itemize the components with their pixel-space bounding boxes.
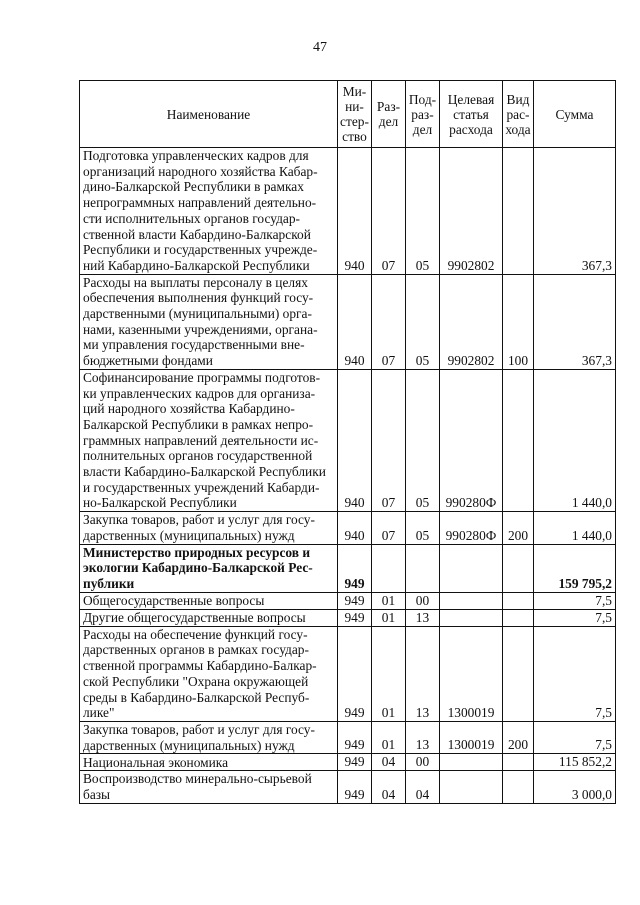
cell-type [503,626,534,721]
cell-target [440,609,503,626]
cell-type [503,592,534,609]
cell-ministry: 940 [338,369,372,511]
cell-ministry: 949 [338,626,372,721]
table-row [80,626,616,721]
cell-section: 01 [372,721,406,753]
cell-target: 9902802 [440,274,503,369]
cell-name: Воспроизводство минерально-сырьевой базы [80,771,338,803]
table-header-row [80,81,616,148]
cell-sum: 367,3 [534,148,616,275]
cell-name: Закупка товаров, работ и услуг для госу- дарственных (муниципальных) нужд [80,721,338,753]
cell-sum: 7,5 [534,721,616,753]
header-ministry: Ми- ни- стер- ство [338,81,372,148]
cell-ministry: 949 [338,592,372,609]
cell-ministry: 940 [338,274,372,369]
cell-sum: 3 000,0 [534,771,616,803]
cell-subsection: 13 [406,609,440,626]
cell-subsection: 13 [406,626,440,721]
table-row [80,609,616,626]
cell-type [503,544,534,592]
cell-sum: 159 795,2 [534,544,616,592]
cell-name: Другие общегосударственные вопросы [80,609,338,626]
header-name: Наименование [80,81,338,148]
cell-name: Национальная экономика [80,754,338,771]
cell-target [440,544,503,592]
cell-type [503,148,534,275]
cell-section: 04 [372,771,406,803]
table-body [80,148,616,804]
cell-subsection [406,544,440,592]
cell-subsection: 04 [406,771,440,803]
cell-subsection: 05 [406,512,440,544]
header-sum: Сумма [534,81,616,148]
cell-section: 01 [372,626,406,721]
cell-type: 100 [503,274,534,369]
cell-target [440,771,503,803]
cell-name: Подготовка управленческих кадров для организаций народного хозяйства Кабар- дино-Балкарской Республики в рамках непрограммных направлений деятельно- сти исполнительных органов государ- ственной власти Кабардино-Балкарской Республики и государственных учрежде- ний Кабардино-Балкарской Республики [80,148,338,275]
table-row [80,754,616,771]
cell-subsection: 00 [406,754,440,771]
table-row [80,369,616,511]
cell-section: 04 [372,754,406,771]
header-subsection: Под- раз- дел [406,81,440,148]
cell-name: Софинансирование программы подготов- ки управленческих кадров для организа- ций народного хозяйства Кабардино- Балкарской Республики в рамках непро- граммных направлений деятельности ис- полнительных органов государственной власти Кабардино-Балкарской Республики и государственных учреждений Кабарди- но-Балкарской Республики [80,369,338,511]
cell-subsection: 05 [406,274,440,369]
table-row [80,512,616,544]
cell-ministry: 949 [338,771,372,803]
cell-name: Общегосударственные вопросы [80,592,338,609]
cell-subsection: 00 [406,592,440,609]
table-row [80,148,616,275]
cell-sum: 367,3 [534,274,616,369]
cell-ministry: 940 [338,512,372,544]
cell-ministry: 949 [338,544,372,592]
cell-type: 200 [503,512,534,544]
cell-target: 9902802 [440,148,503,275]
cell-target: 1300019 [440,626,503,721]
cell-target: 990280Ф [440,369,503,511]
cell-ministry: 949 [338,754,372,771]
header-type: Вид рас- хода [503,81,534,148]
table-row [80,592,616,609]
cell-name: Министерство природных ресурсов и экологии Кабардино-Балкарской Рес- публики [80,544,338,592]
cell-type [503,771,534,803]
cell-ministry: 949 [338,721,372,753]
cell-section: 07 [372,274,406,369]
cell-sum: 1 440,0 [534,512,616,544]
cell-section: 01 [372,609,406,626]
cell-type [503,369,534,511]
cell-sum: 7,5 [534,609,616,626]
cell-sum: 7,5 [534,592,616,609]
header-section: Раз- дел [372,81,406,148]
cell-type [503,754,534,771]
cell-sum: 115 852,2 [534,754,616,771]
cell-subsection: 05 [406,148,440,275]
cell-ministry: 949 [338,609,372,626]
cell-sum: 7,5 [534,626,616,721]
cell-section [372,544,406,592]
cell-target: 1300019 [440,721,503,753]
cell-subsection: 05 [406,369,440,511]
cell-target [440,754,503,771]
cell-target [440,592,503,609]
cell-type: 200 [503,721,534,753]
budget-table [79,80,616,804]
cell-section: 07 [372,148,406,275]
cell-section: 07 [372,369,406,511]
cell-name: Расходы на выплаты персоналу в целях обеспечения выполнения функций госу- дарственными (муниципальными) орга- нами, казенными учреждениями, органа- ми управления государственными вне- бюджетными фондами [80,274,338,369]
table-row [80,544,616,592]
cell-type [503,609,534,626]
table-row [80,274,616,369]
cell-name: Расходы на обеспечение функций госу- дарственных органов в рамках государ- ственной программы Кабардино-Балкар- ской Республики "Охрана окружающей среды в Кабардино-Балкарской Респуб- лике" [80,626,338,721]
cell-section: 07 [372,512,406,544]
header-target: Целевая статья расхода [440,81,503,148]
cell-ministry: 940 [338,148,372,275]
cell-name: Закупка товаров, работ и услуг для госу- дарственных (муниципальных) нужд [80,512,338,544]
table-row [80,771,616,803]
cell-target: 990280Ф [440,512,503,544]
cell-subsection: 13 [406,721,440,753]
page-number: 47 [313,40,327,55]
cell-sum: 1 440,0 [534,369,616,511]
cell-section: 01 [372,592,406,609]
table-row [80,721,616,753]
